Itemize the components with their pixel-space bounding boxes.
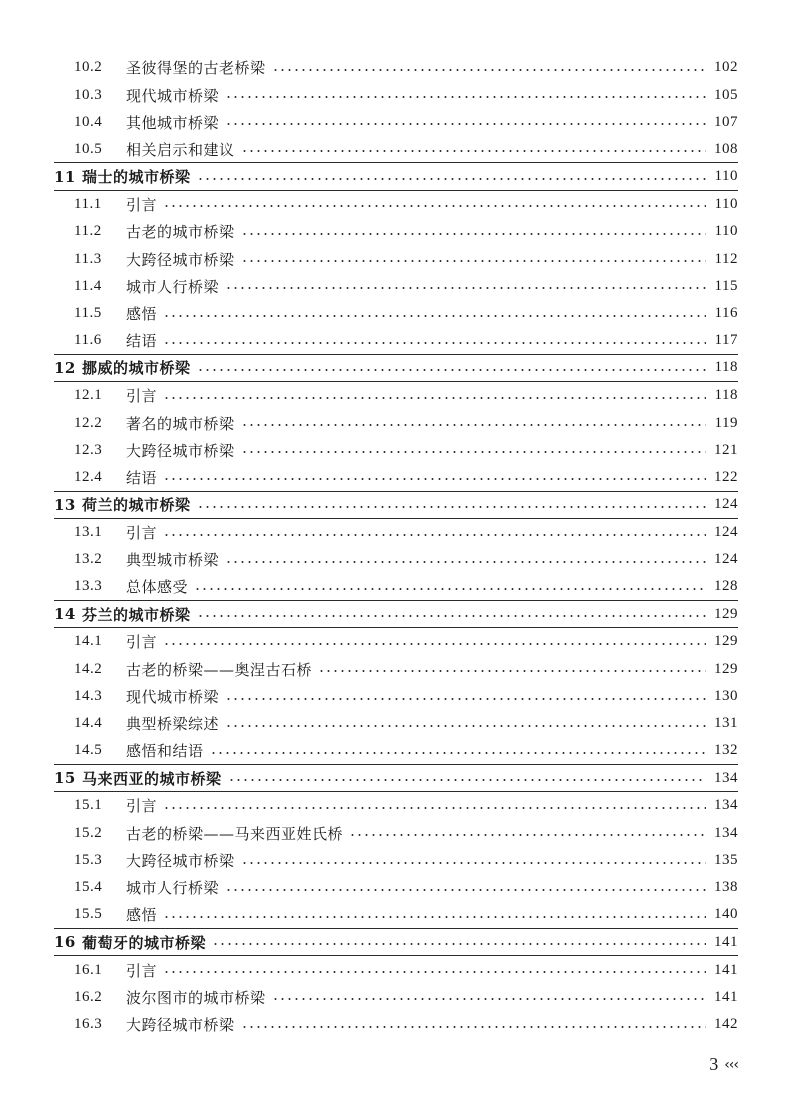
toc-entry-title: 结语 xyxy=(126,332,158,351)
toc-entry-number: 12.4 xyxy=(74,468,103,485)
dot-leader xyxy=(163,534,706,536)
dot-leader xyxy=(163,315,706,317)
toc-page-number: 110 xyxy=(714,195,738,212)
toc-entry-number: 10.2 xyxy=(74,59,103,76)
toc-section-row[interactable] xyxy=(54,738,738,765)
toc-entry-number: 11.6 xyxy=(74,332,102,349)
toc-entry-number: 12 xyxy=(54,358,76,377)
toc-entry-number: 15.3 xyxy=(74,852,103,869)
toc-section-row[interactable] xyxy=(54,984,738,1011)
toc-page-number: 102 xyxy=(714,59,738,76)
toc-entry-number: 12.1 xyxy=(74,387,103,404)
toc-entry-number: 12.2 xyxy=(74,414,103,431)
toc-entry-title: 挪威的城市桥梁 xyxy=(82,359,191,378)
toc-entry-title: 大跨径城市桥梁 xyxy=(126,1016,235,1035)
toc-section-row[interactable] xyxy=(54,902,738,929)
dot-leader xyxy=(197,369,706,371)
toc-page-number: 138 xyxy=(714,879,738,896)
dot-leader xyxy=(163,205,706,207)
toc-entry-title: 荷兰的城市桥梁 xyxy=(82,496,191,515)
toc-section-row[interactable] xyxy=(54,54,738,81)
toc-page-number: 117 xyxy=(714,332,738,349)
toc-entry-title: 古老的城市桥梁 xyxy=(126,223,235,242)
toc-entry-title: 瑞士的城市桥梁 xyxy=(82,168,191,187)
toc-entry-number: 11.1 xyxy=(74,195,102,212)
toc-chapter-row[interactable] xyxy=(54,929,738,956)
toc-section-row[interactable] xyxy=(54,956,738,983)
dot-leader xyxy=(163,807,706,809)
toc-section-row[interactable] xyxy=(54,656,738,683)
dot-leader xyxy=(225,889,706,891)
toc-section-row[interactable] xyxy=(54,382,738,409)
toc-entry-number: 13.3 xyxy=(74,578,103,595)
toc-entry-title: 典型桥梁综述 xyxy=(126,715,220,734)
toc-page-number: 134 xyxy=(714,769,738,786)
toc-page-number: 116 xyxy=(714,305,738,322)
toc-entry-number: 13.1 xyxy=(74,524,103,541)
toc-page-number: 129 xyxy=(714,633,738,650)
toc-entry-title: 大跨径城市桥梁 xyxy=(126,852,235,871)
toc-page-number: 121 xyxy=(714,441,738,458)
dot-leader xyxy=(225,96,706,98)
toc-entry-title: 引言 xyxy=(126,797,158,816)
toc-section-row[interactable] xyxy=(54,710,738,737)
toc-section-row[interactable] xyxy=(54,300,738,327)
toc-entry-title: 葡萄牙的城市桥梁 xyxy=(82,933,207,952)
page-footer xyxy=(709,1054,738,1075)
toc-section-row[interactable] xyxy=(54,437,738,464)
toc-entry-number: 15.2 xyxy=(74,824,103,841)
toc-section-row[interactable] xyxy=(54,191,738,218)
toc-entry-title: 芬兰的城市桥梁 xyxy=(82,605,191,624)
toc-entry-number: 15.5 xyxy=(74,906,103,923)
dot-leader xyxy=(225,123,706,125)
toc-entry-title: 城市人行桥梁 xyxy=(126,277,220,296)
toc-page-number: 129 xyxy=(714,660,738,677)
dot-leader xyxy=(241,424,706,426)
toc-entry-number: 12.3 xyxy=(74,441,103,458)
dot-leader xyxy=(163,971,706,973)
toc-entry-title: 圣彼得堡的古老桥梁 xyxy=(126,59,266,78)
toc-entry-number: 11.2 xyxy=(74,223,102,240)
dot-leader xyxy=(272,998,706,1000)
toc-entry-title: 其他城市桥梁 xyxy=(126,113,220,132)
page-number: 3 xyxy=(709,1054,719,1074)
toc-page-number: 110 xyxy=(714,223,738,240)
table-of-contents xyxy=(54,54,738,1038)
toc-section-row[interactable] xyxy=(54,820,738,847)
dot-leader xyxy=(197,506,706,508)
dot-leader xyxy=(241,862,706,864)
toc-section-row[interactable] xyxy=(54,874,738,901)
toc-section-row[interactable] xyxy=(54,218,738,245)
toc-entry-number: 14.3 xyxy=(74,688,103,705)
toc-chapter-row[interactable] xyxy=(54,355,738,382)
toc-page-number: 140 xyxy=(714,906,738,923)
dot-leader xyxy=(212,943,706,945)
toc-entry-title: 大跨径城市桥梁 xyxy=(126,250,235,269)
toc-entry-title: 现代城市桥梁 xyxy=(126,86,220,105)
toc-page-number: 122 xyxy=(714,468,738,485)
toc-page-number: 141 xyxy=(714,988,738,1005)
toc-section-row[interactable] xyxy=(54,409,738,436)
toc-entry-title: 典型城市桥梁 xyxy=(126,551,220,570)
toc-section-row[interactable] xyxy=(54,683,738,710)
toc-page-number: 107 xyxy=(714,113,738,130)
dot-leader xyxy=(163,478,706,480)
toc-page-number: 105 xyxy=(714,86,738,103)
toc-entry-title: 马来西亚的城市桥梁 xyxy=(82,769,222,788)
toc-page-number: 132 xyxy=(714,742,738,759)
toc-section-row[interactable] xyxy=(54,245,738,272)
dot-leader xyxy=(163,397,706,399)
toc-entry-number: 11.3 xyxy=(74,250,102,267)
toc-entry-number: 14.1 xyxy=(74,633,103,650)
toc-page-number: 108 xyxy=(714,140,738,157)
toc-entry-number: 13.2 xyxy=(74,551,103,568)
toc-page-number: 118 xyxy=(714,387,738,404)
toc-entry-title: 总体感受 xyxy=(126,578,189,597)
toc-section-row[interactable] xyxy=(54,628,738,655)
toc-section-row[interactable] xyxy=(54,546,738,573)
chevron-marker-icon: ‹‹‹ xyxy=(724,1056,738,1073)
toc-entry-title: 感悟 xyxy=(126,305,158,324)
toc-entry-title: 引言 xyxy=(126,195,158,214)
toc-entry-title: 感悟和结语 xyxy=(126,742,204,761)
toc-section-row[interactable] xyxy=(54,847,738,874)
toc-section-row[interactable] xyxy=(54,273,738,300)
toc-section-row[interactable] xyxy=(54,109,738,136)
toc-entry-title: 大跨径城市桥梁 xyxy=(126,441,235,460)
dot-leader xyxy=(163,643,706,645)
toc-page-number: 131 xyxy=(714,715,738,732)
toc-page-number: 118 xyxy=(714,359,738,376)
dot-leader xyxy=(163,342,706,344)
toc-entry-title: 古老的桥梁——马来西亚姓氏桥 xyxy=(126,824,344,843)
toc-entry-number: 11.5 xyxy=(74,305,102,322)
toc-entry-title: 古老的桥梁——奥涅古石桥 xyxy=(126,660,313,679)
toc-entry-number: 16.3 xyxy=(74,1016,103,1033)
dot-leader xyxy=(194,588,706,590)
toc-entry-number: 15.4 xyxy=(74,879,103,896)
toc-section-row[interactable] xyxy=(54,327,738,354)
dot-leader xyxy=(241,1026,706,1028)
toc-entry-number: 15 xyxy=(54,769,76,788)
toc-entry-title: 引言 xyxy=(126,524,158,543)
toc-page-number: 141 xyxy=(714,933,738,950)
toc-section-row[interactable] xyxy=(54,1011,738,1038)
toc-section-row[interactable] xyxy=(54,574,738,601)
toc-chapter-row[interactable] xyxy=(54,492,738,519)
dot-leader xyxy=(241,233,706,235)
toc-entry-number: 11 xyxy=(54,167,76,186)
toc-entry-title: 现代城市桥梁 xyxy=(126,688,220,707)
dot-leader xyxy=(228,779,706,781)
toc-entry-title: 感悟 xyxy=(126,906,158,925)
toc-section-row[interactable] xyxy=(54,136,738,163)
dot-leader xyxy=(225,287,706,289)
toc-entry-number: 14.5 xyxy=(74,742,103,759)
toc-page-number: 135 xyxy=(714,852,738,869)
dot-leader xyxy=(225,698,706,700)
toc-section-row[interactable] xyxy=(54,519,738,546)
toc-entry-number: 16 xyxy=(54,933,76,952)
dot-leader xyxy=(349,834,706,836)
toc-page-number: 112 xyxy=(714,250,738,267)
dot-leader xyxy=(241,260,706,262)
toc-page-number: 124 xyxy=(714,524,738,541)
toc-entry-number: 11.4 xyxy=(74,277,102,294)
dot-leader xyxy=(225,561,706,563)
toc-entry-number: 14.4 xyxy=(74,715,103,732)
toc-page-number: 119 xyxy=(714,414,738,431)
toc-chapter-row[interactable] xyxy=(54,601,738,628)
toc-page-number: 129 xyxy=(714,605,738,622)
toc-page-number: 128 xyxy=(714,578,738,595)
toc-page-number: 124 xyxy=(714,551,738,568)
dot-leader xyxy=(241,150,706,152)
dot-leader xyxy=(163,916,706,918)
toc-page-number: 134 xyxy=(714,797,738,814)
dot-leader xyxy=(225,725,706,727)
toc-entry-number: 10.5 xyxy=(74,140,103,157)
toc-section-row[interactable] xyxy=(54,464,738,491)
toc-page-number: 142 xyxy=(714,1016,738,1033)
dot-leader xyxy=(197,615,706,617)
toc-page-number: 110 xyxy=(714,168,738,185)
toc-section-row[interactable] xyxy=(54,792,738,819)
toc-chapter-row[interactable] xyxy=(54,765,738,792)
toc-entry-title: 著名的城市桥梁 xyxy=(126,414,235,433)
dot-leader xyxy=(241,451,706,453)
toc-entry-number: 13 xyxy=(54,495,76,514)
toc-page-number: 141 xyxy=(714,961,738,978)
toc-entry-number: 14.2 xyxy=(74,660,103,677)
dot-leader xyxy=(197,178,706,180)
toc-chapter-row[interactable] xyxy=(54,163,738,190)
toc-entry-title: 引言 xyxy=(126,961,158,980)
dot-leader xyxy=(210,752,706,754)
toc-entry-number: 16.1 xyxy=(74,961,103,978)
toc-page-number: 134 xyxy=(714,824,738,841)
toc-entry-number: 16.2 xyxy=(74,988,103,1005)
toc-entry-number: 10.4 xyxy=(74,113,103,130)
toc-entry-title: 城市人行桥梁 xyxy=(126,879,220,898)
toc-entry-number: 14 xyxy=(54,605,76,624)
toc-entry-title: 引言 xyxy=(126,387,158,406)
toc-page-number: 115 xyxy=(714,277,738,294)
toc-entry-title: 波尔图市的城市桥梁 xyxy=(126,988,266,1007)
dot-leader xyxy=(272,69,706,71)
dot-leader xyxy=(318,670,706,672)
toc-page-number: 124 xyxy=(714,496,738,513)
toc-section-row[interactable] xyxy=(54,81,738,108)
toc-entry-title: 引言 xyxy=(126,633,158,652)
toc-entry-number: 15.1 xyxy=(74,797,103,814)
toc-entry-title: 相关启示和建议 xyxy=(126,140,235,159)
toc-entry-number: 10.3 xyxy=(74,86,103,103)
toc-page-number: 130 xyxy=(714,688,738,705)
toc-entry-title: 结语 xyxy=(126,468,158,487)
